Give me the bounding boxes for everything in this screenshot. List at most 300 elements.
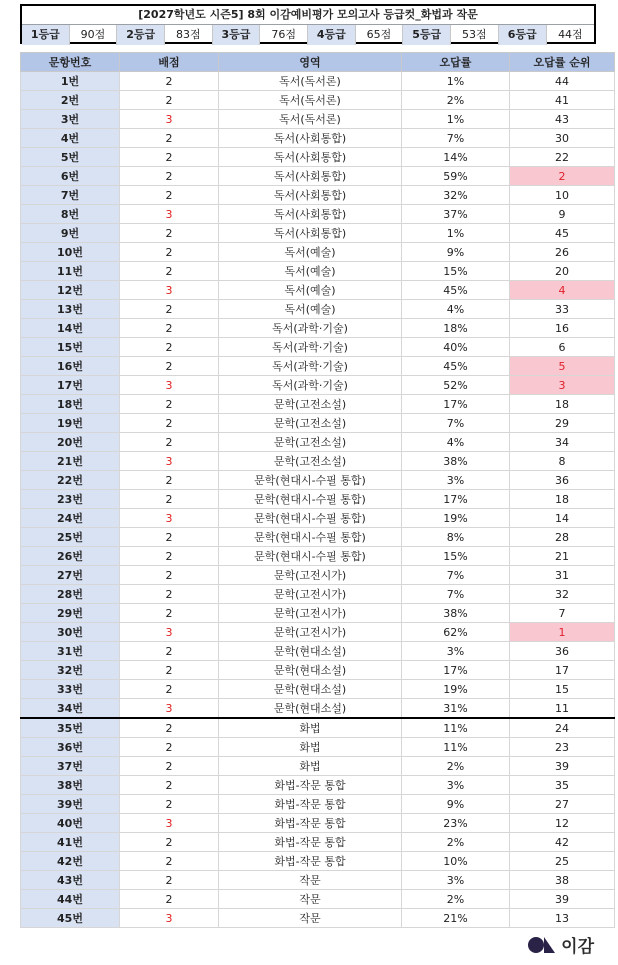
- page-title: [2027학년도 시즌5] 8회 이감예비평가 모의고사 등급컷_화법과 작문: [22, 6, 594, 25]
- area-cell: 화법-작문 통합: [219, 795, 402, 814]
- table-row: [21, 757, 615, 776]
- error-rank-cell: 36: [510, 471, 615, 490]
- error-rank-cell: 34: [510, 433, 615, 452]
- grade-name: 1등급: [22, 25, 70, 45]
- table-row: [21, 129, 615, 148]
- table-row: [21, 776, 615, 795]
- points-cell: 3: [120, 281, 219, 300]
- table-row: [21, 738, 615, 757]
- points-cell: 3: [120, 814, 219, 833]
- question-number: 30번: [21, 623, 120, 642]
- points-cell: 2: [120, 776, 219, 795]
- table-row: [21, 376, 615, 395]
- question-number: 39번: [21, 795, 120, 814]
- error-rank-cell: 13: [510, 909, 615, 928]
- area-cell: 독서(과학·기술): [219, 376, 402, 395]
- error-rank-cell: 18: [510, 490, 615, 509]
- question-number: 24번: [21, 509, 120, 528]
- area-cell: 독서(사회통합): [219, 129, 402, 148]
- table-row: [21, 186, 615, 205]
- logo-text: 이감: [561, 937, 594, 957]
- question-number: 5번: [21, 148, 120, 167]
- error-rate-cell: 7%: [402, 566, 510, 585]
- error-rank-cell: 22: [510, 148, 615, 167]
- table-header-row: [21, 53, 615, 72]
- question-number: 17번: [21, 376, 120, 395]
- error-rank-cell: 15: [510, 680, 615, 699]
- error-rate-cell: 2%: [402, 757, 510, 776]
- error-rank-cell: 41: [510, 91, 615, 110]
- grade-name: 2등급: [117, 25, 165, 45]
- area-cell: 화법-작문 통합: [219, 833, 402, 852]
- question-number: 43번: [21, 871, 120, 890]
- question-number: 10번: [21, 243, 120, 262]
- area-cell: 독서(과학·기술): [219, 319, 402, 338]
- points-cell: 2: [120, 262, 219, 281]
- question-number: 22번: [21, 471, 120, 490]
- question-number: 14번: [21, 319, 120, 338]
- error-rank-cell: 10: [510, 186, 615, 205]
- points-cell: 2: [120, 490, 219, 509]
- points-cell: 2: [120, 890, 219, 909]
- grade-cut-cell: [22, 25, 117, 45]
- error-rank-cell: 11: [510, 699, 615, 719]
- error-rate-cell: 2%: [402, 890, 510, 909]
- error-rank-cell: 24: [510, 718, 615, 738]
- area-cell: 독서(사회통합): [219, 205, 402, 224]
- points-cell: 2: [120, 642, 219, 661]
- area-cell: 독서(예술): [219, 281, 402, 300]
- header-error-rank: 오답률 순위: [510, 53, 615, 72]
- error-rate-cell: 11%: [402, 718, 510, 738]
- error-rate-cell: 3%: [402, 471, 510, 490]
- points-cell: 2: [120, 757, 219, 776]
- table-row: [21, 699, 615, 719]
- points-cell: 2: [120, 604, 219, 623]
- area-cell: 독서(예술): [219, 243, 402, 262]
- grade-cut-cell: [499, 25, 594, 45]
- points-cell: 2: [120, 338, 219, 357]
- header-points: 배점: [120, 53, 219, 72]
- error-rate-cell: 10%: [402, 852, 510, 871]
- area-cell: 문학(고전소설): [219, 452, 402, 471]
- error-rank-cell: 30: [510, 129, 615, 148]
- error-rank-cell: 21: [510, 547, 615, 566]
- error-rank-cell: 33: [510, 300, 615, 319]
- points-cell: 3: [120, 623, 219, 642]
- question-number: 26번: [21, 547, 120, 566]
- points-cell: 2: [120, 357, 219, 376]
- error-rank-cell: 3: [510, 376, 615, 395]
- question-number: 9번: [21, 224, 120, 243]
- question-number: 38번: [21, 776, 120, 795]
- error-rank-cell: 27: [510, 795, 615, 814]
- area-cell: 문학(현대시-수필 통합): [219, 471, 402, 490]
- error-rate-cell: 14%: [402, 148, 510, 167]
- table-row: [21, 661, 615, 680]
- points-cell: 2: [120, 167, 219, 186]
- question-number: 21번: [21, 452, 120, 471]
- table-row: [21, 795, 615, 814]
- error-rate-cell: 3%: [402, 871, 510, 890]
- table-row: [21, 509, 615, 528]
- error-rank-cell: 23: [510, 738, 615, 757]
- error-rate-cell: 19%: [402, 509, 510, 528]
- error-rank-cell: 36: [510, 642, 615, 661]
- table-row: [21, 890, 615, 909]
- question-number: 6번: [21, 167, 120, 186]
- grade-cut-cell: [308, 25, 403, 45]
- header-area: 영역: [219, 53, 402, 72]
- table-row: [21, 148, 615, 167]
- table-row: [21, 604, 615, 623]
- table-row: [21, 814, 615, 833]
- error-rate-cell: 17%: [402, 490, 510, 509]
- area-cell: 화법: [219, 738, 402, 757]
- table-row: [21, 528, 615, 547]
- points-cell: 2: [120, 680, 219, 699]
- error-rate-cell: 37%: [402, 205, 510, 224]
- points-cell: 2: [120, 871, 219, 890]
- error-rate-cell: 62%: [402, 623, 510, 642]
- grade-name: 3등급: [213, 25, 261, 45]
- question-number: 23번: [21, 490, 120, 509]
- question-number: 8번: [21, 205, 120, 224]
- error-rank-cell: 32: [510, 585, 615, 604]
- error-rate-cell: 19%: [402, 680, 510, 699]
- error-rate-cell: 2%: [402, 833, 510, 852]
- table-row: [21, 471, 615, 490]
- area-cell: 문학(현대시-수필 통합): [219, 547, 402, 566]
- table-row: [21, 357, 615, 376]
- table-row: [21, 718, 615, 738]
- grade-cut-box: [20, 4, 596, 44]
- points-cell: 2: [120, 395, 219, 414]
- error-rate-cell: 17%: [402, 395, 510, 414]
- question-number: 15번: [21, 338, 120, 357]
- question-number: 12번: [21, 281, 120, 300]
- points-cell: 2: [120, 186, 219, 205]
- table-row: [21, 909, 615, 928]
- area-cell: 작문: [219, 890, 402, 909]
- question-number: 31번: [21, 642, 120, 661]
- grade-name: 6등급: [499, 25, 547, 45]
- question-number: 16번: [21, 357, 120, 376]
- area-cell: 문학(고전소설): [219, 414, 402, 433]
- grade-cut-cell: [213, 25, 308, 45]
- area-cell: 문학(현대시-수필 통합): [219, 490, 402, 509]
- table-row: [21, 433, 615, 452]
- area-cell: 문학(현대시-수필 통합): [219, 528, 402, 547]
- error-rate-cell: 3%: [402, 776, 510, 795]
- error-rate-cell: 4%: [402, 433, 510, 452]
- question-number: 13번: [21, 300, 120, 319]
- area-cell: 화법-작문 통합: [219, 776, 402, 795]
- area-cell: 화법-작문 통합: [219, 814, 402, 833]
- area-cell: 문학(고전시가): [219, 604, 402, 623]
- error-rate-cell: 15%: [402, 262, 510, 281]
- error-rate-cell: 18%: [402, 319, 510, 338]
- question-number: 40번: [21, 814, 120, 833]
- area-cell: 문학(현대소설): [219, 680, 402, 699]
- points-cell: 2: [120, 414, 219, 433]
- question-number: 33번: [21, 680, 120, 699]
- grade-cut-row: [22, 25, 594, 45]
- error-rate-cell: 7%: [402, 585, 510, 604]
- error-rate-cell: 9%: [402, 243, 510, 262]
- question-number: 4번: [21, 129, 120, 148]
- area-cell: 독서(독서론): [219, 110, 402, 129]
- points-cell: 3: [120, 376, 219, 395]
- error-rank-cell: 35: [510, 776, 615, 795]
- area-cell: 문학(현대소설): [219, 642, 402, 661]
- table-row: [21, 833, 615, 852]
- header-num: 문항번호: [21, 53, 120, 72]
- error-rate-cell: 17%: [402, 661, 510, 680]
- points-cell: 2: [120, 738, 219, 757]
- table-row: [21, 680, 615, 699]
- points-cell: 2: [120, 224, 219, 243]
- error-rank-cell: 28: [510, 528, 615, 547]
- points-cell: 2: [120, 91, 219, 110]
- error-rank-cell: 12: [510, 814, 615, 833]
- table-row: [21, 623, 615, 642]
- table-row: [21, 871, 615, 890]
- error-rate-cell: 9%: [402, 795, 510, 814]
- table-row: [21, 490, 615, 509]
- table-row: [21, 205, 615, 224]
- error-rate-cell: 38%: [402, 604, 510, 623]
- area-cell: 문학(현대시-수필 통합): [219, 509, 402, 528]
- area-cell: 문학(고전소설): [219, 395, 402, 414]
- points-cell: 2: [120, 471, 219, 490]
- table-row: [21, 167, 615, 186]
- grade-score: 76점: [260, 25, 308, 45]
- question-number: 19번: [21, 414, 120, 433]
- error-rank-cell: 29: [510, 414, 615, 433]
- error-rank-cell: 1: [510, 623, 615, 642]
- error-rank-cell: 26: [510, 243, 615, 262]
- table-row: [21, 281, 615, 300]
- error-rate-cell: 40%: [402, 338, 510, 357]
- area-cell: 작문: [219, 909, 402, 928]
- table-row: [21, 319, 615, 338]
- question-number: 45번: [21, 909, 120, 928]
- error-rank-cell: 39: [510, 890, 615, 909]
- question-number: 18번: [21, 395, 120, 414]
- points-cell: 2: [120, 661, 219, 680]
- grade-cut-cell: [403, 25, 498, 45]
- error-rank-cell: 2: [510, 167, 615, 186]
- area-cell: 문학(고전시가): [219, 585, 402, 604]
- grade-name: 4등급: [308, 25, 356, 45]
- table-row: [21, 566, 615, 585]
- points-cell: 3: [120, 509, 219, 528]
- points-cell: 2: [120, 547, 219, 566]
- error-rate-cell: 3%: [402, 642, 510, 661]
- points-cell: 3: [120, 452, 219, 471]
- area-cell: 독서(과학·기술): [219, 357, 402, 376]
- error-rate-cell: 2%: [402, 91, 510, 110]
- error-rank-cell: 4: [510, 281, 615, 300]
- question-number: 34번: [21, 699, 120, 719]
- grade-score: 83점: [165, 25, 213, 45]
- question-number: 42번: [21, 852, 120, 871]
- table-row: [21, 414, 615, 433]
- table-row: [21, 300, 615, 319]
- question-number: 37번: [21, 757, 120, 776]
- error-rate-cell: 59%: [402, 167, 510, 186]
- grade-name: 5등급: [403, 25, 451, 45]
- error-rank-cell: 45: [510, 224, 615, 243]
- error-rank-cell: 5: [510, 357, 615, 376]
- points-cell: 2: [120, 243, 219, 262]
- error-rank-cell: 16: [510, 319, 615, 338]
- table-row: [21, 72, 615, 91]
- error-rank-cell: 20: [510, 262, 615, 281]
- points-cell: 2: [120, 566, 219, 585]
- points-cell: 2: [120, 300, 219, 319]
- question-number: 28번: [21, 585, 120, 604]
- table-row: [21, 338, 615, 357]
- error-rate-cell: 7%: [402, 414, 510, 433]
- header-error-rate: 오답률: [402, 53, 510, 72]
- area-cell: 독서(사회통합): [219, 186, 402, 205]
- error-rank-cell: 17: [510, 661, 615, 680]
- error-rate-cell: 32%: [402, 186, 510, 205]
- error-rate-cell: 31%: [402, 699, 510, 719]
- points-cell: 2: [120, 528, 219, 547]
- points-cell: 2: [120, 72, 219, 91]
- table-row: [21, 91, 615, 110]
- error-rate-cell: 38%: [402, 452, 510, 471]
- area-cell: 화법-작문 통합: [219, 852, 402, 871]
- error-rate-table: [20, 52, 615, 928]
- error-rate-cell: 15%: [402, 547, 510, 566]
- grade-score: 53점: [451, 25, 499, 45]
- question-number: 25번: [21, 528, 120, 547]
- error-rank-cell: 31: [510, 566, 615, 585]
- area-cell: 독서(독서론): [219, 72, 402, 91]
- question-number: 7번: [21, 186, 120, 205]
- points-cell: 2: [120, 833, 219, 852]
- points-cell: 3: [120, 699, 219, 719]
- table-row: [21, 547, 615, 566]
- table-row: [21, 262, 615, 281]
- error-rate-cell: 8%: [402, 528, 510, 547]
- table-row: [21, 452, 615, 471]
- area-cell: 독서(과학·기술): [219, 338, 402, 357]
- error-rank-cell: 25: [510, 852, 615, 871]
- table-row: [21, 224, 615, 243]
- grade-score: 65점: [356, 25, 404, 45]
- error-rate-cell: 1%: [402, 110, 510, 129]
- question-number: 20번: [21, 433, 120, 452]
- error-rank-cell: 7: [510, 604, 615, 623]
- area-cell: 독서(예술): [219, 300, 402, 319]
- table-row: [21, 585, 615, 604]
- question-number: 44번: [21, 890, 120, 909]
- area-cell: 화법: [219, 718, 402, 738]
- question-number: 32번: [21, 661, 120, 680]
- error-rank-cell: 8: [510, 452, 615, 471]
- error-rank-cell: 39: [510, 757, 615, 776]
- points-cell: 3: [120, 205, 219, 224]
- table-row: [21, 110, 615, 129]
- area-cell: 문학(현대소설): [219, 699, 402, 719]
- question-number: 3번: [21, 110, 120, 129]
- table-row: [21, 395, 615, 414]
- points-cell: 2: [120, 148, 219, 167]
- igam-logo-icon: [527, 935, 557, 955]
- error-rate-cell: 23%: [402, 814, 510, 833]
- error-rate-cell: 7%: [402, 129, 510, 148]
- points-cell: 2: [120, 795, 219, 814]
- question-number: 27번: [21, 566, 120, 585]
- area-cell: 문학(고전시가): [219, 566, 402, 585]
- error-rate-cell: 1%: [402, 224, 510, 243]
- area-cell: 독서(사회통합): [219, 148, 402, 167]
- area-cell: 작문: [219, 871, 402, 890]
- points-cell: 3: [120, 909, 219, 928]
- question-number: 41번: [21, 833, 120, 852]
- error-rate-cell: 4%: [402, 300, 510, 319]
- table-row: [21, 642, 615, 661]
- grade-score: 44점: [558, 28, 583, 41]
- area-cell: 독서(사회통합): [219, 167, 402, 186]
- grade-score: 90점: [70, 25, 118, 45]
- error-rate-cell: 45%: [402, 357, 510, 376]
- error-rank-cell: 42: [510, 833, 615, 852]
- question-number: 29번: [21, 604, 120, 623]
- error-rank-cell: 38: [510, 871, 615, 890]
- error-rank-cell: 6: [510, 338, 615, 357]
- error-rate-cell: 45%: [402, 281, 510, 300]
- points-cell: 3: [120, 110, 219, 129]
- area-cell: 문학(고전시가): [219, 623, 402, 642]
- error-rank-cell: 14: [510, 509, 615, 528]
- area-cell: 문학(현대소설): [219, 661, 402, 680]
- question-number: 36번: [21, 738, 120, 757]
- error-rank-cell: 43: [510, 110, 615, 129]
- error-rank-cell: 44: [510, 72, 615, 91]
- question-number: 2번: [21, 91, 120, 110]
- area-cell: 문학(고전소설): [219, 433, 402, 452]
- area-cell: 독서(사회통합): [219, 224, 402, 243]
- error-rate-cell: 11%: [402, 738, 510, 757]
- points-cell: 2: [120, 718, 219, 738]
- error-rate-cell: 1%: [402, 72, 510, 91]
- grade-cut-cell: [117, 25, 212, 45]
- area-cell: 독서(독서론): [219, 91, 402, 110]
- table-row: [21, 852, 615, 871]
- points-cell: 2: [120, 129, 219, 148]
- points-cell: 2: [120, 433, 219, 452]
- points-cell: 2: [120, 585, 219, 604]
- table-row: [21, 243, 615, 262]
- error-rank-cell: 9: [510, 205, 615, 224]
- area-cell: 화법: [219, 757, 402, 776]
- error-rate-cell: 52%: [402, 376, 510, 395]
- area-cell: 독서(예술): [219, 262, 402, 281]
- error-rank-cell: 18: [510, 395, 615, 414]
- error-rate-cell: 21%: [402, 909, 510, 928]
- question-number: 35번: [21, 718, 120, 738]
- brand-logo: [527, 932, 594, 957]
- question-number: 1번: [21, 72, 120, 91]
- question-number: 11번: [21, 262, 120, 281]
- points-cell: 2: [120, 852, 219, 871]
